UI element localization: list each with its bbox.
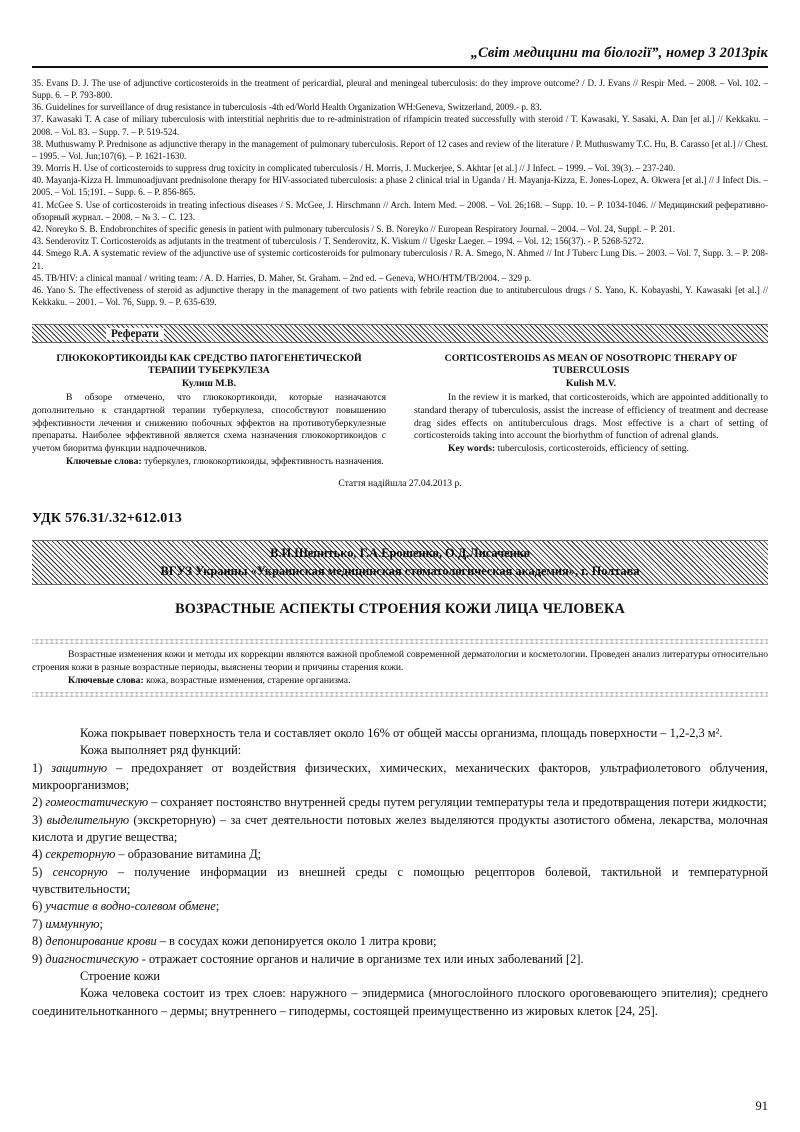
- function-desc: ;: [215, 899, 220, 914]
- abstract-ru-title: ГЛЮКОКОРТИКОИДЫ КАК СРЕДСТВО ПАТОГЕНЕТИЧЕСКОЙ ТЕРАПИИ ТУБЕРКУЛЕЗА: [56, 353, 362, 377]
- reference-item: 38. Muthuswamy P. Prednisone as adjunctive therapy in the management of pulmonary tuberculosis. Report of 12 cases and review of the literature / P. Muthuswamy T.C. Hu, B. Carasso [et al.] // Chest. – 1995. – Vol. Jun;107(6). – P. 1621-1630.: [32, 138, 768, 161]
- function-number: 3): [32, 812, 47, 827]
- running-header-title: „Світ медицини та біології”, номер 3 2013рік: [470, 45, 768, 61]
- function-desc: – образование витамина Д;: [115, 847, 262, 862]
- abstract-english: [414, 353, 768, 468]
- reference-item: 40. Mayanja-Kizza H. Immunoadjuvant prednisolone therapy for HIV-associated tuberculosis: a phase 2 clinical trial in Uganda / H. Mayanja-Kizza, E. Jones-Lopez, A. Okwera [et al.] // J Infect Dis. – 2005. – Vol. 15;191. – Supp. 6. – P. 856-865.: [32, 175, 768, 198]
- function-item: [32, 916, 768, 933]
- abstract-en-keywords: [414, 443, 768, 456]
- function-term: участие в водно-солевом обмене: [45, 899, 216, 914]
- article-affiliation: ВГУЗ Украины «Украинская медицинская стоматологическая академия», г. Полтава: [160, 564, 640, 579]
- function-desc: – получение информации из внешней среды с помощью рецепторов болевой, тактильной и температурной чувствительности;: [32, 864, 768, 897]
- reference-item: 37. Kawasaki T. A case of miliary tuberculosis with interstitial nephritis due to re-administration of rifampicin treated successfully with steroid / T. Kawasaki, Y. Sasaki, A. Dan [et al.] // Kekkaku. – 2008. – Vol. 83. – Supp. 7. – P. 519-524.: [32, 114, 768, 137]
- body-paragraph-1: Кожа покрывает поверхность тела и составляет около 16% от общей массы организма, площадь поверхности – 1,2-2,3 м².: [80, 725, 723, 740]
- reference-item: 46. Yano S. The effectiveness of steroid as adjunctive therapy in the management of two patients with febrile reaction due to antituberculous drugs / S. Yano, K. Kobayashi, Y. Kawasaki [et al.] // Kekkaku. – 2001. – Vol. 76, Supp. 9. – P. 635-639.: [32, 284, 768, 308]
- abstract-ru-body: В обзоре отмечено, что глюкокортикоиди, которые назначаются дополнительно к стандартной терапии туберкулеза, способствуют повышению эффективности лечения и снижению побочных эффектов на противотуберкулезные препараты. Наиболее эффективной является схема назначения глюкокортикоидов с учетом биоритма функции надпочечников.: [32, 392, 386, 455]
- function-item: [32, 951, 768, 968]
- running-header: [32, 0, 768, 62]
- function-item: [32, 760, 768, 795]
- article-keywords-text: кожа, возрастные изменения, старение организма.: [146, 675, 351, 687]
- article-keywords: [32, 675, 768, 688]
- function-number: 1): [32, 760, 52, 775]
- zigzag-bottom-border: [32, 692, 768, 697]
- reference-item: 43. Senderovitz T. Corticosteroids as adjutants in the treatment of tuberculosis / T. Senderovitz, K. Viskum // Ugeskr Laeger. – 1994. – Vol. 12; 156(37). - P. 5268-5272.: [32, 236, 644, 247]
- abstract-ru-author: Кулиш М.В.: [181, 378, 237, 390]
- reference-item: 35. Evans D. J. The use of adjunctive corticosteroids in the treatment of pericardial, pleural and meningeal tuberculosis: do they improve outcome? / D. J. Evans // Respir Med. – 2008. – Vol. 102. – Supp. 6. – P. 793-800.: [32, 77, 768, 101]
- article-summary-block: [32, 632, 768, 703]
- function-item: [32, 933, 768, 950]
- function-term: защитную: [51, 760, 108, 775]
- function-number: 8): [32, 934, 46, 949]
- abstract-en-keywords-text: tuberculosis, corticosteroids, efficiency of setting.: [497, 443, 689, 455]
- function-desc: – предохраняет от воздействия физических, химических, механических факторов, ультрафиолетового облучения, микроорганизмов;: [32, 760, 768, 792]
- function-number: 6): [32, 899, 46, 914]
- article-body: [32, 725, 768, 1020]
- reference-item: 39. Morris H. Use of corticosteroids to suppress drug toxicity in complicated tuberculosis / H. Morris, J. Muckerjee, S. Akhtar [et al.] // J Infect. – 1999. – Vol. 39(3). – 237-240.: [32, 163, 676, 174]
- reference-item: 41. McGee S. Use of corticosteroids in treating infectious diseases / S. McGee, J. Hirschmann // Arch. Intern Med. – 2008. – Vol. 26;168. – Supp. 10. – P. 1034-1046. // Медицинский реферативно-обзорный журнал. – 2008. – № 3. – С. 123.: [32, 199, 768, 222]
- zigzag-top-border: [32, 639, 768, 644]
- function-term: сенсорную: [52, 864, 108, 879]
- received-date: Стаття надійшла 27.04.2013 р.: [338, 478, 462, 490]
- function-number: 9): [32, 951, 46, 966]
- function-term: диагностическую: [45, 951, 139, 966]
- function-desc: - отражает состояние органов и наличие в организме тех или иных заболеваний [2].: [138, 951, 584, 966]
- function-item: [32, 846, 768, 863]
- function-number: 4): [32, 847, 46, 862]
- function-number: 5): [32, 864, 53, 879]
- abstracts-section-band: [32, 324, 768, 343]
- page-number: 91: [755, 1099, 768, 1113]
- function-desc: ;: [99, 916, 103, 931]
- body-paragraph-2: Кожа выполняет ряд функций:: [80, 743, 242, 758]
- reference-item: 45. TB/HIV: a clinical manual / writing team: / A. D. Harries, D. Maher, St. Graham. – 2nd ed. – Geneva, WHO/HTM/TB/2004. – 329 p.: [32, 272, 532, 283]
- abstract-ru-keywords-text: туберкулез, глюкокортикоиды, эффективность назначения.: [144, 455, 384, 467]
- article-summary-text: Возрастные изменения кожи и методы их коррекции являются важной проблемой современной дерматологии и косметологии. Проведен анализ литературы относительно строения кожи в разные возрастные периоды, выяснены теории и причины старения кожи.: [32, 649, 768, 674]
- function-item: [32, 812, 768, 847]
- article-summary-inner: [32, 644, 768, 692]
- function-term: иммунную: [45, 916, 100, 931]
- function-term: выделительную: [46, 812, 130, 827]
- abstract-en-author: Kulish M.V.: [565, 378, 617, 390]
- abstract-en-keywords-label: Key words:: [448, 443, 496, 455]
- function-term: депонирование крови: [45, 934, 157, 949]
- function-item: [32, 864, 768, 899]
- body-paragraph-4: Кожа человека состоит из трех слоев: наружного – эпидермиса (многослойного плоского ороговевающего эпителия); среднего соединительнотканного – дермы; внутреннего – гиподермы, состоящей преимущественно из жировых клеток [24, 25].: [32, 986, 768, 1018]
- function-desc: (экскреторную) – за счет деятельности потовых желез выделяются продукты азотистого обмена, лекарства, молочная кислота и другие вещества;: [32, 812, 769, 845]
- function-term: гомеостатическую: [45, 795, 149, 810]
- abstracts-band-label: Реферати: [106, 328, 164, 340]
- abstract-en-title: CORTICOSTEROIDS AS MEAN OF NOSOTROPIC THERAPY OF TUBERCULOSIS: [444, 353, 738, 377]
- reference-item: 42. Noreyko S. B. Endobronchites of specific genesis in patient with pulmonary tuberculosis / S. B. Noreyko // European Respiratory Journal. – 2004. – Vol. 24, Suppl. – P. 201.: [32, 224, 675, 234]
- function-desc: – в сосудах кожи депонируется около 1 литра крови;: [156, 934, 437, 949]
- udc-code: УДК 576.31/.32+612.013: [32, 511, 182, 527]
- function-desc: – сохраняет постоянство внутренней среды путем регуляции температуры тела и предотвращения потери жидкости;: [148, 795, 767, 810]
- article-authors: В.И.Шепитько, Г.А.Ерошенко, О.Д.Лисаченко: [270, 546, 530, 561]
- article-title: ВОЗРАСТНЫЕ АСПЕКТЫ СТРОЕНИЯ КОЖИ ЛИЦА ЧЕЛОВЕКА: [175, 601, 625, 618]
- function-number: 2): [32, 795, 46, 810]
- abstract-en-body: In the review it is marked, that corticosteroids, which are appointed additionally to standard therapy of tuberculosis, assist the increase of efficiency of treatment and decrease drag sides effects on antituberculous drags. Most effective is a chart of setting of corticosteroids taking into account the biorhythm of function of adrenal glands.: [414, 392, 768, 442]
- function-item: [32, 794, 768, 811]
- article-keywords-label: Ключевые слова:: [68, 675, 144, 687]
- references-list: [32, 77, 768, 308]
- header-rule: [32, 66, 768, 68]
- function-item: [32, 898, 768, 915]
- article-author-band: [32, 540, 768, 585]
- abstract-russian: [32, 353, 386, 468]
- function-number: 7): [32, 916, 46, 931]
- abstract-ru-keywords: [32, 456, 386, 469]
- abstracts-columns: [32, 353, 768, 468]
- body-subheading: Строение кожи: [80, 968, 161, 983]
- function-term: секреторную: [45, 847, 116, 862]
- abstract-ru-keywords-label: Ключевые слова:: [66, 455, 142, 467]
- reference-item: 36. Guidelines for surveillance of drug resistance in tuberculosis -4th ed/World Health Organization WH:Geneva, Switzerland, 2009.- p. 83.: [32, 102, 542, 113]
- reference-item: 44. Smego R.A. A systematic review of the adjunctive use of systemic corticosteroids for pulmonary tuberculosis / R. A. Smego, N. Ahmed // Int J Tuberc Lung Dis. – 2003. – Vol. 7, Supp. 3. – P. 208-21.: [32, 248, 768, 271]
